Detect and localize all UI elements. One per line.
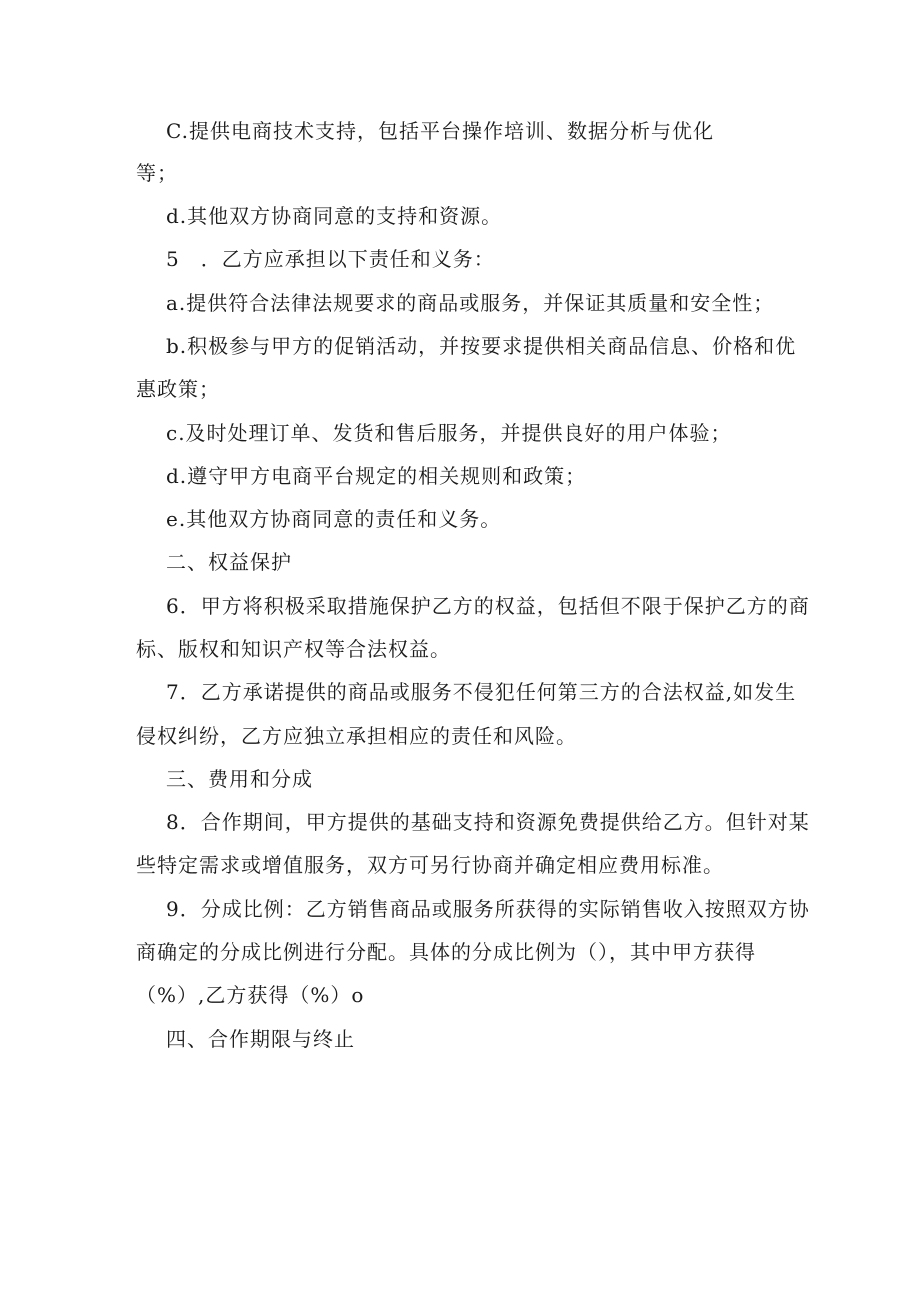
clause-6-line-2: 标、版权和知识产权等合法权益。 bbox=[136, 637, 451, 661]
item-d-obligation: d.遵守甲方电商平台规定的相关规则和政策； bbox=[166, 464, 587, 488]
clause-8-line-2: 些特定需求或增值服务，双方可另行协商并确定相应费用标准。 bbox=[136, 853, 724, 877]
clause-5-heading: 5 ．乙方应承担以下责任和义务： bbox=[166, 247, 495, 271]
clause-6-line-1: 6．甲方将积极采取措施保护乙方的权益，包括但不限于保护乙方的商 bbox=[166, 594, 810, 618]
clause-7-line-1: 7．乙方承诺提供的商品或服务不侵犯任何第三方的合法权益,如发生 bbox=[166, 680, 797, 704]
section-3-heading: 三、费用和分成 bbox=[166, 767, 313, 791]
item-c-obligation: c.及时处理订单、发货和售后服务，并提供良好的用户体验； bbox=[166, 421, 732, 445]
item-b-line-2: 惠政策； bbox=[136, 377, 220, 401]
clause-9-line-3: （%）,乙方获得（%）o bbox=[136, 983, 365, 1007]
clause-8-line-1: 8．合作期间，甲方提供的基础支持和资源免费提供给乙方。但针对某 bbox=[166, 810, 810, 834]
item-a-obligation: a.提供符合法律法规要求的商品或服务，并保证其质量和安全性； bbox=[166, 291, 775, 315]
section-4-heading: 四、合作期限与终止 bbox=[166, 1027, 355, 1051]
clause-7-line-2: 侵权纠纷，乙方应独立承担相应的责任和风险。 bbox=[136, 724, 577, 748]
clause-9-line-1: 9．分成比例：乙方销售商品或服务所获得的实际销售收入按照双方协 bbox=[166, 897, 810, 921]
section-2-heading: 二、权益保护 bbox=[166, 550, 292, 574]
item-b-line-1: b.积极参与甲方的促销活动，并按要求提供相关商品信息、价格和优 bbox=[166, 334, 797, 358]
item-d-support: d.其他双方协商同意的支持和资源。 bbox=[166, 204, 503, 228]
item-c-line-1: C.提供电商技术支持，包括平台操作培训、数据分析与优化 bbox=[166, 119, 714, 143]
item-c-line-2: 等； bbox=[136, 161, 178, 185]
item-e-obligation: e.其他双方协商同意的责任和义务。 bbox=[166, 507, 502, 531]
clause-9-line-2: 商确定的分成比例进行分配。具体的分成比例为（），其中甲方获得 bbox=[136, 940, 756, 964]
